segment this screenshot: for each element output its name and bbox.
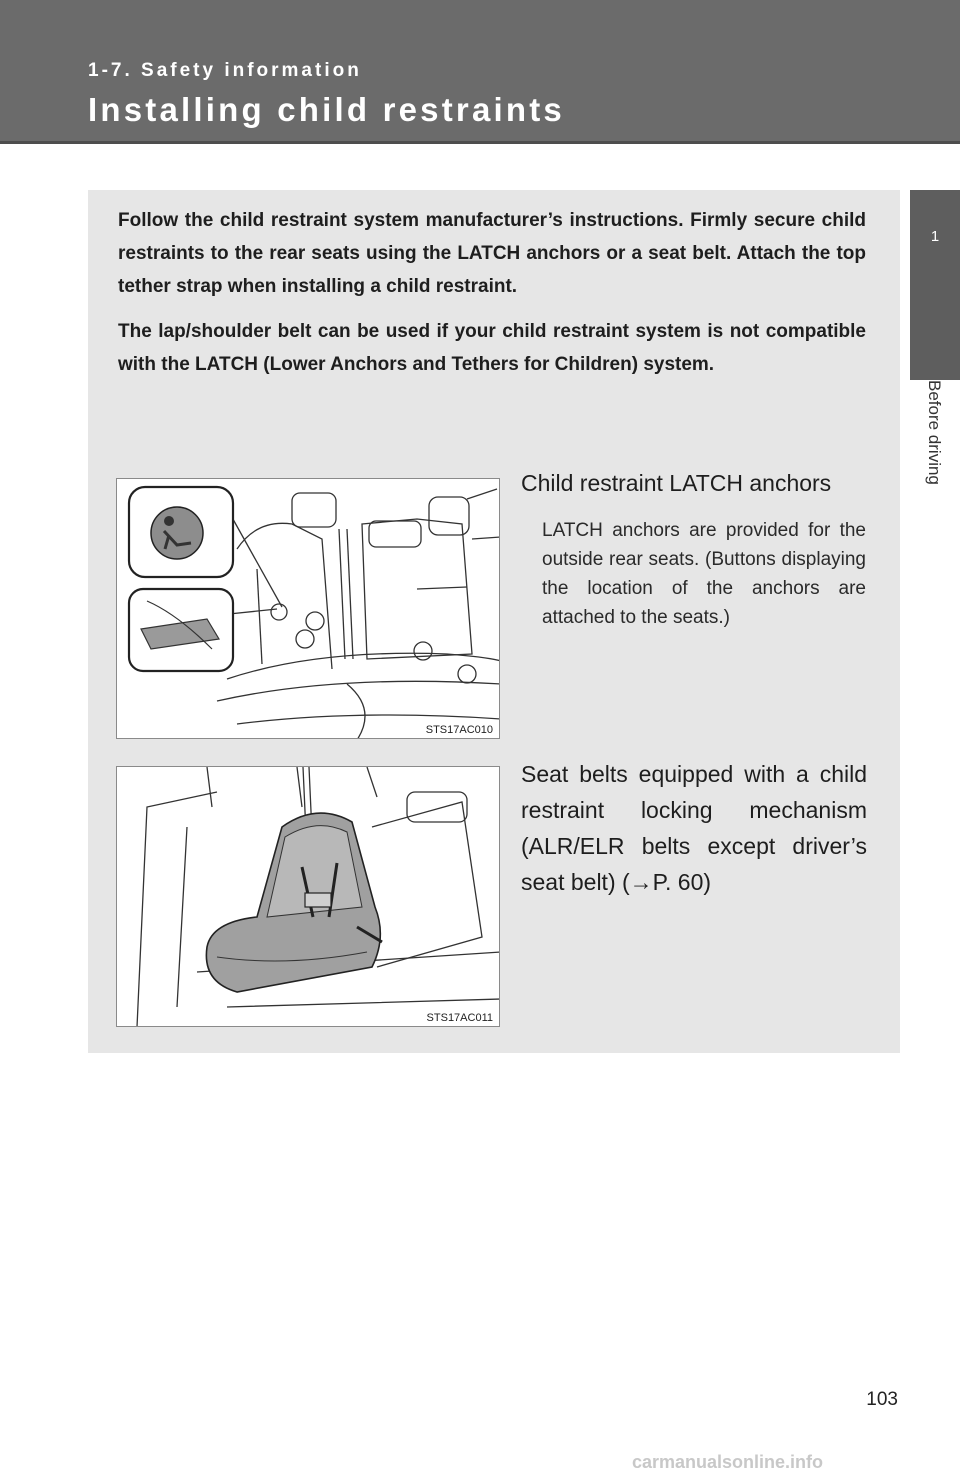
rear-seat-latch-illustration [117, 479, 500, 739]
figure-code: STS17AC010 [425, 724, 493, 736]
latch-caption-title: Child restraint LATCH anchors [521, 470, 832, 496]
intro-text [118, 204, 866, 381]
page-title: Installing child restraints [88, 91, 565, 128]
child-seat-belt-illustration [117, 767, 500, 1027]
chapter-number: 1 [930, 228, 940, 245]
content-panel [88, 190, 900, 1053]
figure-code: STS17AC011 [426, 1012, 493, 1024]
page-header [0, 0, 960, 144]
latch-anchors-figure [116, 478, 500, 739]
latch-caption-text: LATCH anchors are provided for the outside rear seats. (Buttons displaying the location of the anchors are attached to the seats.) [542, 520, 866, 628]
seat-belt-caption: Seat belts equipped with a child restraint locking mechanism (ALR/ELR belts except driver’s seat belt) (→P. 60) [521, 761, 867, 895]
page-number: 103 [866, 1389, 898, 1410]
intro-paragraph-2: The lap/shoulder belt can be used if your child restraint system is not compatible with the LATCH (Lower Anchors and Tethers for Children) system. [118, 321, 866, 375]
chapter-tab [910, 190, 960, 380]
section-label: 1-7. Safety information [88, 60, 362, 81]
chapter-title-wrap [910, 380, 960, 560]
seat-belt-figure [116, 766, 500, 1027]
watermark: carmanualsonline.info [632, 1452, 824, 1472]
chapter-title: Before driving [925, 380, 944, 485]
intro-paragraph-1: Follow the child restraint system manufacturer’s instructions. Firmly secure child restraints to the rear seats using the LATCH anchors or a seat belt. Attach the top tether strap when installing a child restraint. [118, 210, 866, 297]
